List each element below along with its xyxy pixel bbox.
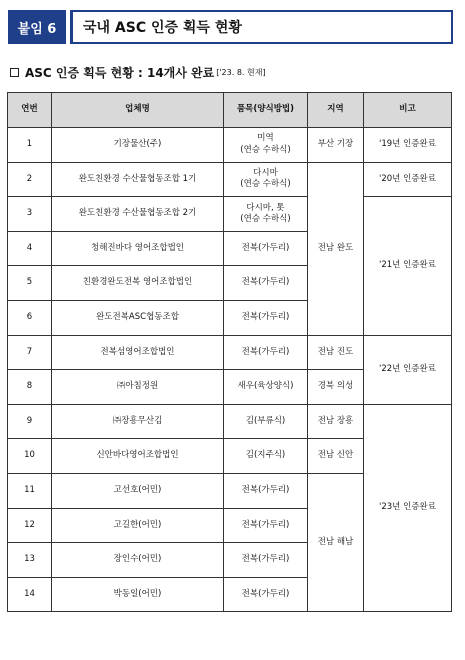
cell-region: 전남 진도 (308, 335, 364, 370)
table-row (8, 335, 452, 370)
cell-item: 전복(가두리) (224, 300, 308, 335)
cell-item: 김(지주식) (224, 439, 308, 474)
cell-remark: '22년 인증완료 (364, 335, 452, 404)
cell-no: 13 (8, 543, 52, 578)
cell-company: 완도친환경 수산물협동조합 1기 (52, 162, 224, 197)
cell-company: 청해진바다 영어조합법인 (52, 231, 224, 266)
cell-item (224, 162, 308, 197)
item-method: (연승 수하식) (240, 213, 291, 224)
cell-item: 김(부류식) (224, 404, 308, 439)
cell-no: 8 (8, 370, 52, 405)
cell-no: 6 (8, 300, 52, 335)
cell-region: 전남 장흥 (308, 404, 364, 439)
item-method: (연승 수하식) (240, 179, 291, 190)
asc-certification-table (7, 92, 452, 612)
cell-no: 3 (8, 197, 52, 232)
cell-item: 전복(가두리) (224, 231, 308, 266)
cell-region: 부산 기장 (308, 128, 364, 163)
cell-no: 12 (8, 508, 52, 543)
cell-remark: '23년 인증완료 (364, 404, 452, 612)
page-title: 국내 ASC 인증 획득 현황 (70, 10, 453, 44)
cell-company: 박동일(어민) (52, 577, 224, 612)
cell-no: 9 (8, 404, 52, 439)
cell-remark: '20년 인증완료 (364, 162, 452, 197)
cell-company: 기장물산(주) (52, 128, 224, 163)
item-species: 미역 (257, 133, 274, 144)
table-row (8, 128, 452, 163)
cell-region: 전남 해남 (308, 473, 364, 611)
col-header-company: 업체명 (52, 93, 224, 128)
cell-company: 완도전복ASC협동조합 (52, 300, 224, 335)
cell-item: 새우(육상양식) (224, 370, 308, 405)
cell-no: 14 (8, 577, 52, 612)
cell-no: 7 (8, 335, 52, 370)
cell-region: 경북 의성 (308, 370, 364, 405)
cell-item: 전복(가두리) (224, 508, 308, 543)
table-row (8, 404, 452, 439)
cell-region: 전남 완도 (308, 162, 364, 335)
item-species: 다시마 (253, 167, 278, 178)
cell-item: 전복(가두리) (224, 577, 308, 612)
cell-item (224, 128, 308, 163)
cell-company: ㈜장흥무산김 (52, 404, 224, 439)
cell-no: 4 (8, 231, 52, 266)
cell-no: 1 (8, 128, 52, 163)
cell-no: 11 (8, 473, 52, 508)
section-date-note: ['23. 8. 현재] (216, 67, 266, 77)
cell-region: 전남 신안 (308, 439, 364, 474)
item-species: 다시마, 톳 (246, 202, 285, 213)
section-title: ASC 인증 획득 현황 : 14개사 완료 (25, 65, 215, 80)
cell-no: 2 (8, 162, 52, 197)
cell-no: 5 (8, 266, 52, 301)
item-method: (연승 수하식) (240, 144, 291, 155)
cell-company: 장인수(어민) (52, 543, 224, 578)
cell-remark: '19년 인증완료 (364, 128, 452, 163)
cell-item: 전복(가두리) (224, 266, 308, 301)
cell-item: 전복(가두리) (224, 543, 308, 578)
checkbox-icon (10, 68, 19, 77)
cell-remark: '21년 인증완료 (364, 197, 452, 335)
cell-company: ㈜아침정원 (52, 370, 224, 405)
cell-no: 10 (8, 439, 52, 474)
cell-item (224, 197, 308, 232)
col-header-region: 지역 (308, 93, 364, 128)
col-header-item: 품목(양식방법) (224, 93, 308, 128)
cell-company: 전복섬영어조합법인 (52, 335, 224, 370)
cell-item: 전복(가두리) (224, 473, 308, 508)
cell-company: 친환경완도전복 영어조합법인 (52, 266, 224, 301)
cell-company: 신안바다영어조합법인 (52, 439, 224, 474)
cell-company: 고길한(어민) (52, 508, 224, 543)
attachment-badge: 붙임 6 (8, 10, 66, 44)
cell-item: 전복(가두리) (224, 335, 308, 370)
col-header-remark: 비고 (364, 93, 452, 128)
cell-company: 고선호(어민) (52, 473, 224, 508)
table-row (8, 197, 452, 232)
table-header-row (8, 93, 452, 128)
page-header (8, 10, 453, 44)
section-heading (10, 62, 450, 82)
col-header-no: 연번 (8, 93, 52, 128)
table-row (8, 162, 452, 197)
cell-company: 완도친환경 수산물협동조합 2기 (52, 197, 224, 232)
